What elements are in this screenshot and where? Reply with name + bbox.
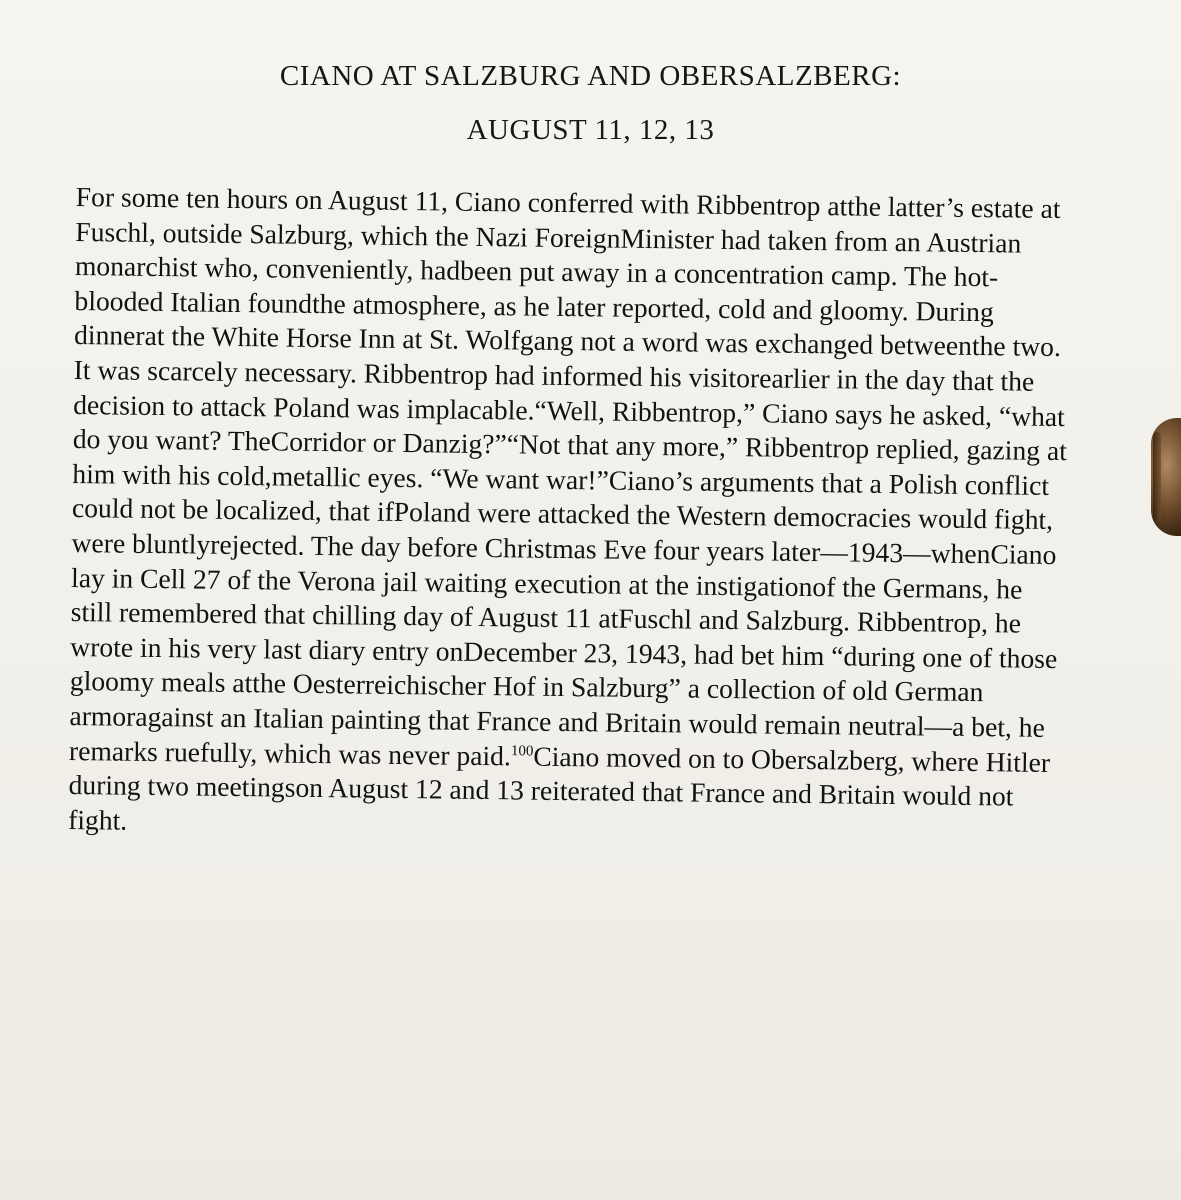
footnote-marker: 100 <box>510 742 534 759</box>
text-line-content: the atmosphere, as he later reported, cold and gloomy. During dinner <box>73 287 994 352</box>
background-object-edge <box>1153 432 1161 522</box>
text-line-content: Fuschl and Salzburg. Ribbentrop, he wrote in his very last diary entry on <box>70 602 1022 667</box>
text-line-content: Ciano lay in Cell 27 of the Verona jail waiting execution at the instigation <box>70 538 1057 602</box>
chapter-heading-line-1: CIANO AT SALZBURG AND OBERSALZBERG: <box>279 60 902 92</box>
text-line-content: For some ten hours on August 11, Ciano conferred with Ribbentrop at <box>75 180 848 222</box>
text-line-content: at the White Horse Inn at St. Wolfgang not a word was exchanged between <box>144 320 973 362</box>
text-line-content: against an Italian painting that France and Britain would remain neutral <box>135 700 925 742</box>
text-line-content: “Well, Ribbentrop,” Ciano says he asked, “what do you want? The <box>72 394 1066 457</box>
text-line-content: rejected. The day before Christmas Eve four years later—1943—when <box>210 528 991 570</box>
text-line <box>135 701 925 742</box>
text-line-content: the latter’s estate at Fuschl, outside Salzburg, which the Nazi Foreign <box>75 190 1061 254</box>
text-line <box>144 320 972 361</box>
text-line-content: the two. It was scarcely necessary. Ribbentrop had informed his visitor <box>73 330 1062 394</box>
text-line-content: —a bet, he remarks ruefully, which was never paid. <box>68 710 1046 771</box>
text-line <box>76 181 848 221</box>
chapter-heading-line-2: AUGUST 11, 12, 13 <box>466 114 715 146</box>
text-line-content: metallic eyes. “We want war!” <box>271 460 610 496</box>
text-line-content: “Not that any more,” Ribbentrop replied, gazing at him with his cold, <box>72 428 1068 492</box>
text-line-content: been put away in a concentration camp. The hot-blooded Italian found <box>74 254 999 319</box>
text-line <box>210 529 991 570</box>
text-line-content: Ciano’s arguments that a Polish conflict could not be localized, that if <box>71 464 1050 528</box>
text-line-content: of the Germans, he still remembered that chilling day of August 11 at <box>70 570 1023 634</box>
text-line-content: the Oesterreichischer Hof in Salzburg” a collection of old German armor <box>69 667 984 732</box>
text-line-content: December 23, 1943, had bet him “during one of those gloomy meals at <box>69 635 1058 699</box>
body-text <box>68 180 1072 849</box>
text-line-content: Minister had taken from an Austrian monarchist who, conveniently, had <box>74 222 1022 286</box>
text-line-content: on August 12 and 13 reiterated that France and Britain would not fight. <box>68 771 1014 836</box>
text-line <box>271 426 507 460</box>
text-line-content: Ciano moved on to Obersalzberg, where Hitler during two meetings <box>68 740 1051 803</box>
text-line-content: Corridor or Danzig?” <box>270 425 507 460</box>
text-line-content: Poland were attacked the Western democracies would fight, were bluntly <box>71 496 1054 560</box>
text-line <box>272 460 610 495</box>
text-line-content: earlier in the day that the decision to attack Poland was implacable. <box>73 362 1035 426</box>
